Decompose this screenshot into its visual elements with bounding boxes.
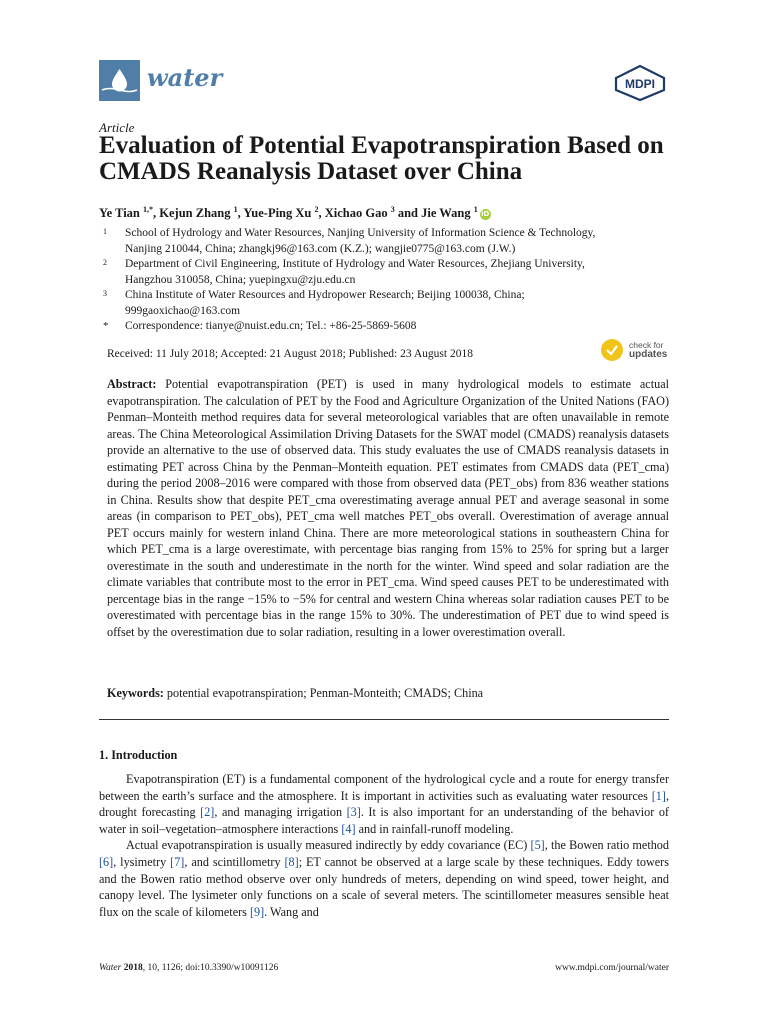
abstract xyxy=(107,376,669,640)
paragraph-text: , lysimetry xyxy=(113,854,171,869)
abstract-text: Potential evapotranspiration (PET) is used in many hydrological models to estimate actual evapotranspiration. The calculation of PET by the Food and Agriculture Organization of the United Nations (FAO) Penman–Monteith method requires data for several meteorological variables that are often unavailable in remote areas. The China Meteorological Assimilation Driving Datasets for the SWAT model (CMADS) reanalysis datasets provide an alternative to the use of observed data. This study evaluates the use of CMADS reanalysis datasets in estimating PET across China by the Penman–Monteith equation. PET estimates from CMADS data (PET_cma) during the period 2008–2016 were compared with those from observed data (PET_obs) from 836 weather stations in China. Results show that despite PET_cma overestimating average annual PET and average seasonal in some areas (in comparison to PET_obs), PET_cma well matches PET_obs overall. Overestimation of average annual PET occurs mainly for western inland China. There are more meteorological stations in southeastern China for which PET_cma is a large overestimate, with percentage bias ranging from 15% to 25% for spring but a larger overestimate in the south and underestimate in the north for the winter. Wind speed and solar radiation are the climate variables that contribute most to the error in PET_cma. Wind speed causes PET to be underestimated with percentage bias in the range −15% to −5% for central and western China whereas solar radiation causes PET to be overestimated with percentage bias in the range 15% to 30%. The underestimation of PET due to wind speed is offset by the overestimation due to solar radiation, resulting in a lower overestimation overall. xyxy=(107,377,669,639)
affiliation-line: School of Hydrology and Water Resources, Nanjing University of Information Science & Technology, xyxy=(125,227,596,239)
citation-link[interactable]: [5] xyxy=(530,838,545,853)
author-separator: and xyxy=(394,206,422,221)
citation-link[interactable]: [7] xyxy=(170,854,185,869)
citation-link[interactable]: [2] xyxy=(200,805,215,820)
publication-dates: Received: 11 July 2018; Accepted: 21 August 2018; Published: 23 August 2018 xyxy=(107,348,473,360)
author-name[interactable]: Yue-Ping Xu xyxy=(243,206,315,221)
check-for-updates-badge[interactable] xyxy=(601,339,671,363)
keywords-text: potential evapotranspiration; Penman-Monteith; CMADS; China xyxy=(166,686,484,700)
affiliation-line: China Institute of Water Resources and Hydropower Research; Beijing 100038, China; xyxy=(125,289,525,301)
author-list xyxy=(99,205,699,221)
section-divider xyxy=(99,719,669,720)
author-separator: , xyxy=(237,206,244,221)
section-heading-introduction: 1. Introduction xyxy=(99,748,178,762)
affiliation-line: 999gaoxichao@163.com xyxy=(125,304,241,317)
author-name[interactable]: Ye Tian xyxy=(99,206,144,221)
citation-link[interactable]: [6] xyxy=(99,854,114,869)
article-title: Evaluation of Potential Evapotranspiration Based on CMADS Reanalysis Dataset over China xyxy=(99,132,664,185)
paragraph-text: , and managing irrigation xyxy=(214,805,347,820)
paragraph-text: and in rainfall-runoff modeling. xyxy=(355,821,514,836)
journal-logo-icon xyxy=(99,60,140,101)
citation-link[interactable]: [1] xyxy=(651,788,666,803)
affiliation-line: Department of Civil Engineering, Institute of Hydrology and Water Resources, Zhejiang University, xyxy=(125,258,585,270)
orcid-icon[interactable]: iD xyxy=(481,210,490,219)
paragraph-text: , drought forecasting xyxy=(99,788,669,820)
author-separator: , xyxy=(318,206,325,221)
author-separator: , xyxy=(153,206,160,221)
author-affiliation-mark: 3 xyxy=(390,205,395,214)
author-affiliation-mark: 2 xyxy=(314,205,319,214)
abstract-label: Abstract: xyxy=(107,377,157,391)
affiliation-line: Hangzhou 310058, China; yuepingxu@zju.edu.cn xyxy=(125,273,356,286)
affiliation-item xyxy=(103,226,673,257)
paragraph-text: . It is also important for an understanding of the behavior of water in soil–vegetation–atmosphere interactions xyxy=(99,805,669,836)
paragraph-text: . Wang and xyxy=(264,904,319,919)
affiliation-mark: 1 xyxy=(103,227,107,236)
footer-doi: , 10, 1126; doi:10.3390/w10091126 xyxy=(142,963,279,973)
introduction-paragraph xyxy=(99,771,669,837)
paragraph-text: Actual evapotranspiration is usually measured indirectly by eddy covariance (EC) xyxy=(126,838,531,853)
author-name[interactable]: Xichao Gao xyxy=(324,206,391,221)
footer-journal: Water xyxy=(99,963,122,973)
keywords xyxy=(107,686,669,701)
paragraph-text: , the Bowen ratio method xyxy=(544,838,669,853)
footer-journal-url[interactable]: www.mdpi.com/journal/water xyxy=(555,963,669,973)
affiliation-item xyxy=(103,288,673,319)
footer-citation xyxy=(99,963,278,973)
affiliation-item xyxy=(103,257,673,288)
mdpi-logo-icon xyxy=(612,64,668,102)
introduction-paragraph xyxy=(99,837,669,920)
paragraph-text: ; ET cannot be observed at a large scale by these techniques. Eddy towers and the Bowen ratio method observe over only hundreds of meters, depending on wind speed, tower height, and canopy level. The lysimeter only functions on a scale of several meters. The scintillometer measures sensible heat flux on the scale of kilometers xyxy=(99,854,669,919)
author-affiliation-mark: 1,* xyxy=(143,205,154,214)
check-updates-line2: updates xyxy=(629,349,668,360)
citation-link[interactable]: [3] xyxy=(346,805,361,820)
affiliation-item xyxy=(103,319,673,335)
citation-link[interactable]: [9] xyxy=(249,904,265,919)
author-name[interactable]: Jie Wang xyxy=(421,206,474,221)
paragraph-text: , and scintillometry xyxy=(184,854,285,869)
journal-name: water xyxy=(147,63,223,92)
affiliation-mark: 2 xyxy=(103,258,107,267)
affiliation-mark: * xyxy=(103,320,109,332)
author-affiliation-mark: 1 xyxy=(473,205,478,214)
citation-link[interactable]: [8] xyxy=(284,854,299,869)
check-updates-icon xyxy=(601,339,623,361)
keywords-label: Keywords: xyxy=(107,686,164,700)
publisher-name: MDPI xyxy=(625,77,655,91)
affiliation-mark: 3 xyxy=(103,289,107,298)
paragraph-text: Evapotranspiration (ET) is a fundamental component of the hydrological cycle and a route for energy transfer between the earth’s surface and the atmosphere. It is important in activities such as evaluating water resources xyxy=(99,772,669,803)
footer-year: 2018 xyxy=(123,963,143,973)
affiliation-line: Nanjing 210044, China; zhangkj96@163.com (K.Z.); wangjie0775@163.com (J.W.) xyxy=(125,242,516,255)
introduction-body xyxy=(99,771,669,920)
check-updates-line1: check for xyxy=(629,340,664,350)
article-type: Article xyxy=(99,120,135,135)
author-affiliation-mark: 1 xyxy=(233,205,238,214)
affiliation-line: Correspondence: tianye@nuist.edu.cn; Tel.: +86-25-5869-5608 xyxy=(125,320,417,332)
affiliations xyxy=(103,226,673,335)
citation-link[interactable]: [4] xyxy=(341,821,356,836)
author-name[interactable]: Kejun Zhang xyxy=(159,206,234,221)
